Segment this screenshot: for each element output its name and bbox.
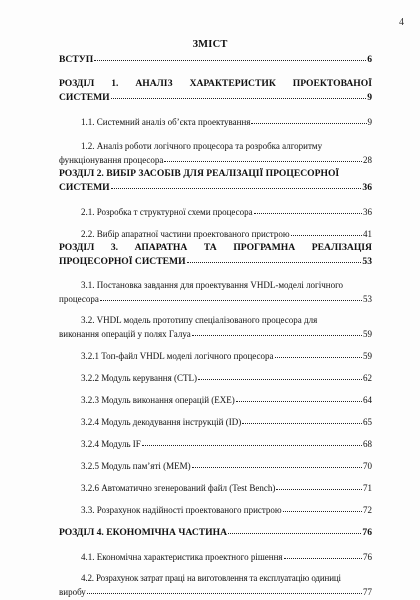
toc-entry-text: 3.2.5 Модуль пам’яті (MEM)	[81, 461, 191, 471]
toc-page-number: 76	[362, 527, 372, 538]
toc-entry-section-3[interactable]	[59, 241, 372, 268]
toc-entry-text: 3.2.6 Автоматично згенерований файл (Test Bench)	[81, 483, 276, 493]
dot-leader	[192, 458, 362, 468]
toc-word: АНАЛІЗ	[135, 78, 173, 89]
dot-leader	[164, 152, 362, 162]
dot-leader	[242, 414, 362, 424]
toc-entry-3-2-4[interactable]	[59, 415, 372, 429]
toc-entry-text: 3.2. VHDL модель прототипу спеціалізованого процесора для	[81, 315, 318, 325]
toc-entry-1-1[interactable]	[59, 115, 372, 129]
toc-entry-text: ВСТУП	[59, 54, 94, 65]
toc-word: ХАРАКТЕРИСТИК	[189, 78, 276, 89]
toc-word: РОЗДІЛ	[59, 78, 95, 89]
toc-page-number: 62	[363, 373, 372, 383]
dot-leader	[291, 226, 362, 236]
toc-word: РОЗДІЛ	[59, 242, 95, 253]
dot-leader	[187, 253, 362, 263]
toc-entry-3-2-5[interactable]	[59, 437, 372, 451]
dot-leader	[100, 291, 362, 301]
toc-word: 3.	[110, 242, 119, 253]
toc-page-number: 28	[363, 155, 372, 165]
toc-entry-text: 3.2.4 Модуль IF	[81, 439, 141, 449]
toc-entry-3-2[interactable]	[59, 314, 372, 341]
toc-entry-text: 1.1. Системний аналіз об’єкта проектування	[81, 117, 251, 127]
toc-entry-text: функціонування процесора	[59, 155, 164, 165]
toc-entry-text: 3.2.3 Модуль виконання операцій (EXE)	[81, 395, 235, 405]
toc-page-number: 68	[363, 439, 372, 449]
toc-page-number: 76	[363, 552, 372, 562]
table-of-contents	[59, 52, 372, 599]
toc-entry-text: 4.1. Економічна характеристика проектного рішення	[81, 552, 283, 562]
toc-page-number: 70	[363, 461, 372, 471]
page-number: 4	[399, 17, 404, 28]
toc-entry-text: ПРОЦЕСОРНОЇ СИСТЕМИ	[59, 256, 186, 267]
toc-page-number: 9	[367, 117, 372, 127]
dot-leader	[228, 524, 361, 534]
toc-entry-3-3[interactable]	[59, 503, 372, 517]
toc-entry-section-1[interactable]	[59, 77, 372, 104]
toc-entry-3-2-6[interactable]	[59, 459, 372, 473]
toc-entry-4-2[interactable]	[59, 572, 372, 599]
dot-leader	[283, 502, 362, 512]
toc-page-number: 64	[363, 395, 372, 405]
toc-entry-3-2-7[interactable]	[59, 481, 372, 495]
toc-entry-3-2-1[interactable]	[59, 349, 372, 363]
dot-leader	[192, 326, 362, 336]
dot-leader	[94, 51, 366, 61]
toc-entry-text: СИСТЕМИ	[59, 182, 110, 193]
toc-entry-text: 3.1. Постановка завдання для проектування VHDL-моделі логічного	[81, 280, 344, 290]
toc-page-number: 72	[363, 505, 372, 515]
toc-word: ПРОЕКТОВАНОЇ	[292, 78, 372, 89]
toc-entry-section-4[interactable]	[59, 525, 372, 539]
page-title: ЗМІСТ	[192, 39, 228, 50]
dot-leader	[275, 348, 362, 358]
toc-page-number: 77	[363, 587, 372, 597]
dot-leader	[236, 392, 362, 402]
toc-entry-text: 2.1. Розробка т структурної схеми процесора	[81, 207, 253, 217]
dot-leader	[251, 114, 366, 124]
toc-page-number: 6	[367, 54, 372, 65]
dot-leader	[111, 179, 362, 189]
toc-entry-text: 3.3. Розрахунок надійності проектованого пристрою	[81, 505, 282, 515]
toc-page-number: 36	[362, 182, 372, 193]
toc-page-number: 59	[363, 329, 372, 339]
dot-leader	[111, 89, 367, 99]
toc-word: ПРОГРАМНА	[233, 242, 296, 253]
toc-entry-text: РОЗДІЛ 4. ЕКОНОМІЧНА ЧАСТИНА	[59, 527, 228, 538]
dot-leader	[198, 370, 362, 380]
toc-word: ТА	[203, 242, 217, 253]
toc-word: 1.	[111, 78, 119, 89]
toc-entry-text: виробу	[59, 587, 86, 597]
toc-entry-3-2-2[interactable]	[59, 371, 372, 385]
toc-page-number: 71	[363, 483, 372, 493]
toc-page-number: 41	[363, 229, 372, 239]
toc-entry-text: процесора	[59, 294, 99, 304]
toc-entry-text: 3.2.1 Топ-файл VHDL моделі логічного процесора	[81, 351, 274, 361]
toc-page-number: 36	[363, 207, 372, 217]
toc-entry-2-2[interactable]	[59, 227, 372, 241]
toc-entry-3-2-3[interactable]	[59, 393, 372, 407]
toc-entry-2-1[interactable]	[59, 205, 372, 219]
toc-entry-text: 3.2.4 Модуль декодування інструкцій (ID)	[81, 417, 242, 427]
toc-page-number: 53	[362, 256, 372, 267]
toc-entry-1-2[interactable]	[59, 140, 372, 167]
toc-page-number: 9	[367, 92, 372, 103]
dot-leader	[254, 204, 362, 214]
dot-leader	[87, 584, 362, 594]
toc-entry-text: 1.2. Аналіз роботи логічного процесора та розробка алгоритму	[81, 141, 323, 151]
toc-page-number: 65	[363, 417, 372, 427]
toc-entry-section-2[interactable]	[59, 167, 372, 194]
toc-entry-text: виконання операцій у полях Галуа	[59, 329, 191, 339]
dot-leader	[276, 480, 362, 490]
toc-entry-intro[interactable]	[59, 52, 372, 66]
toc-entry-3-1[interactable]	[59, 279, 372, 306]
toc-entry-text: РОЗДІЛ 2. ВИБІР ЗАСОБІВ ДЛЯ РЕАЛІЗАЦІЇ ПРОЦЕСОРНОЇ	[59, 168, 340, 179]
toc-word: АПАРАТНА	[134, 242, 188, 253]
dot-leader	[142, 436, 362, 446]
toc-entry-text: СИСТЕМИ	[59, 92, 110, 103]
toc-entry-text: 2.2. Вибір апаратної частини проектованого пристрою	[81, 229, 290, 239]
toc-entry-text: 3.2.2 Модуль керування (CTL)	[81, 373, 197, 383]
toc-page-number: 59	[363, 351, 372, 361]
toc-entry-text: 4.2. Розрахунок затрат праці на виготовлення та експлуатацію одиниці	[81, 573, 341, 583]
toc-word: РЕАЛІЗАЦІЯ	[311, 242, 372, 253]
toc-page-number: 53	[363, 294, 372, 304]
dot-leader	[284, 549, 362, 559]
toc-entry-4-1[interactable]	[59, 550, 372, 564]
